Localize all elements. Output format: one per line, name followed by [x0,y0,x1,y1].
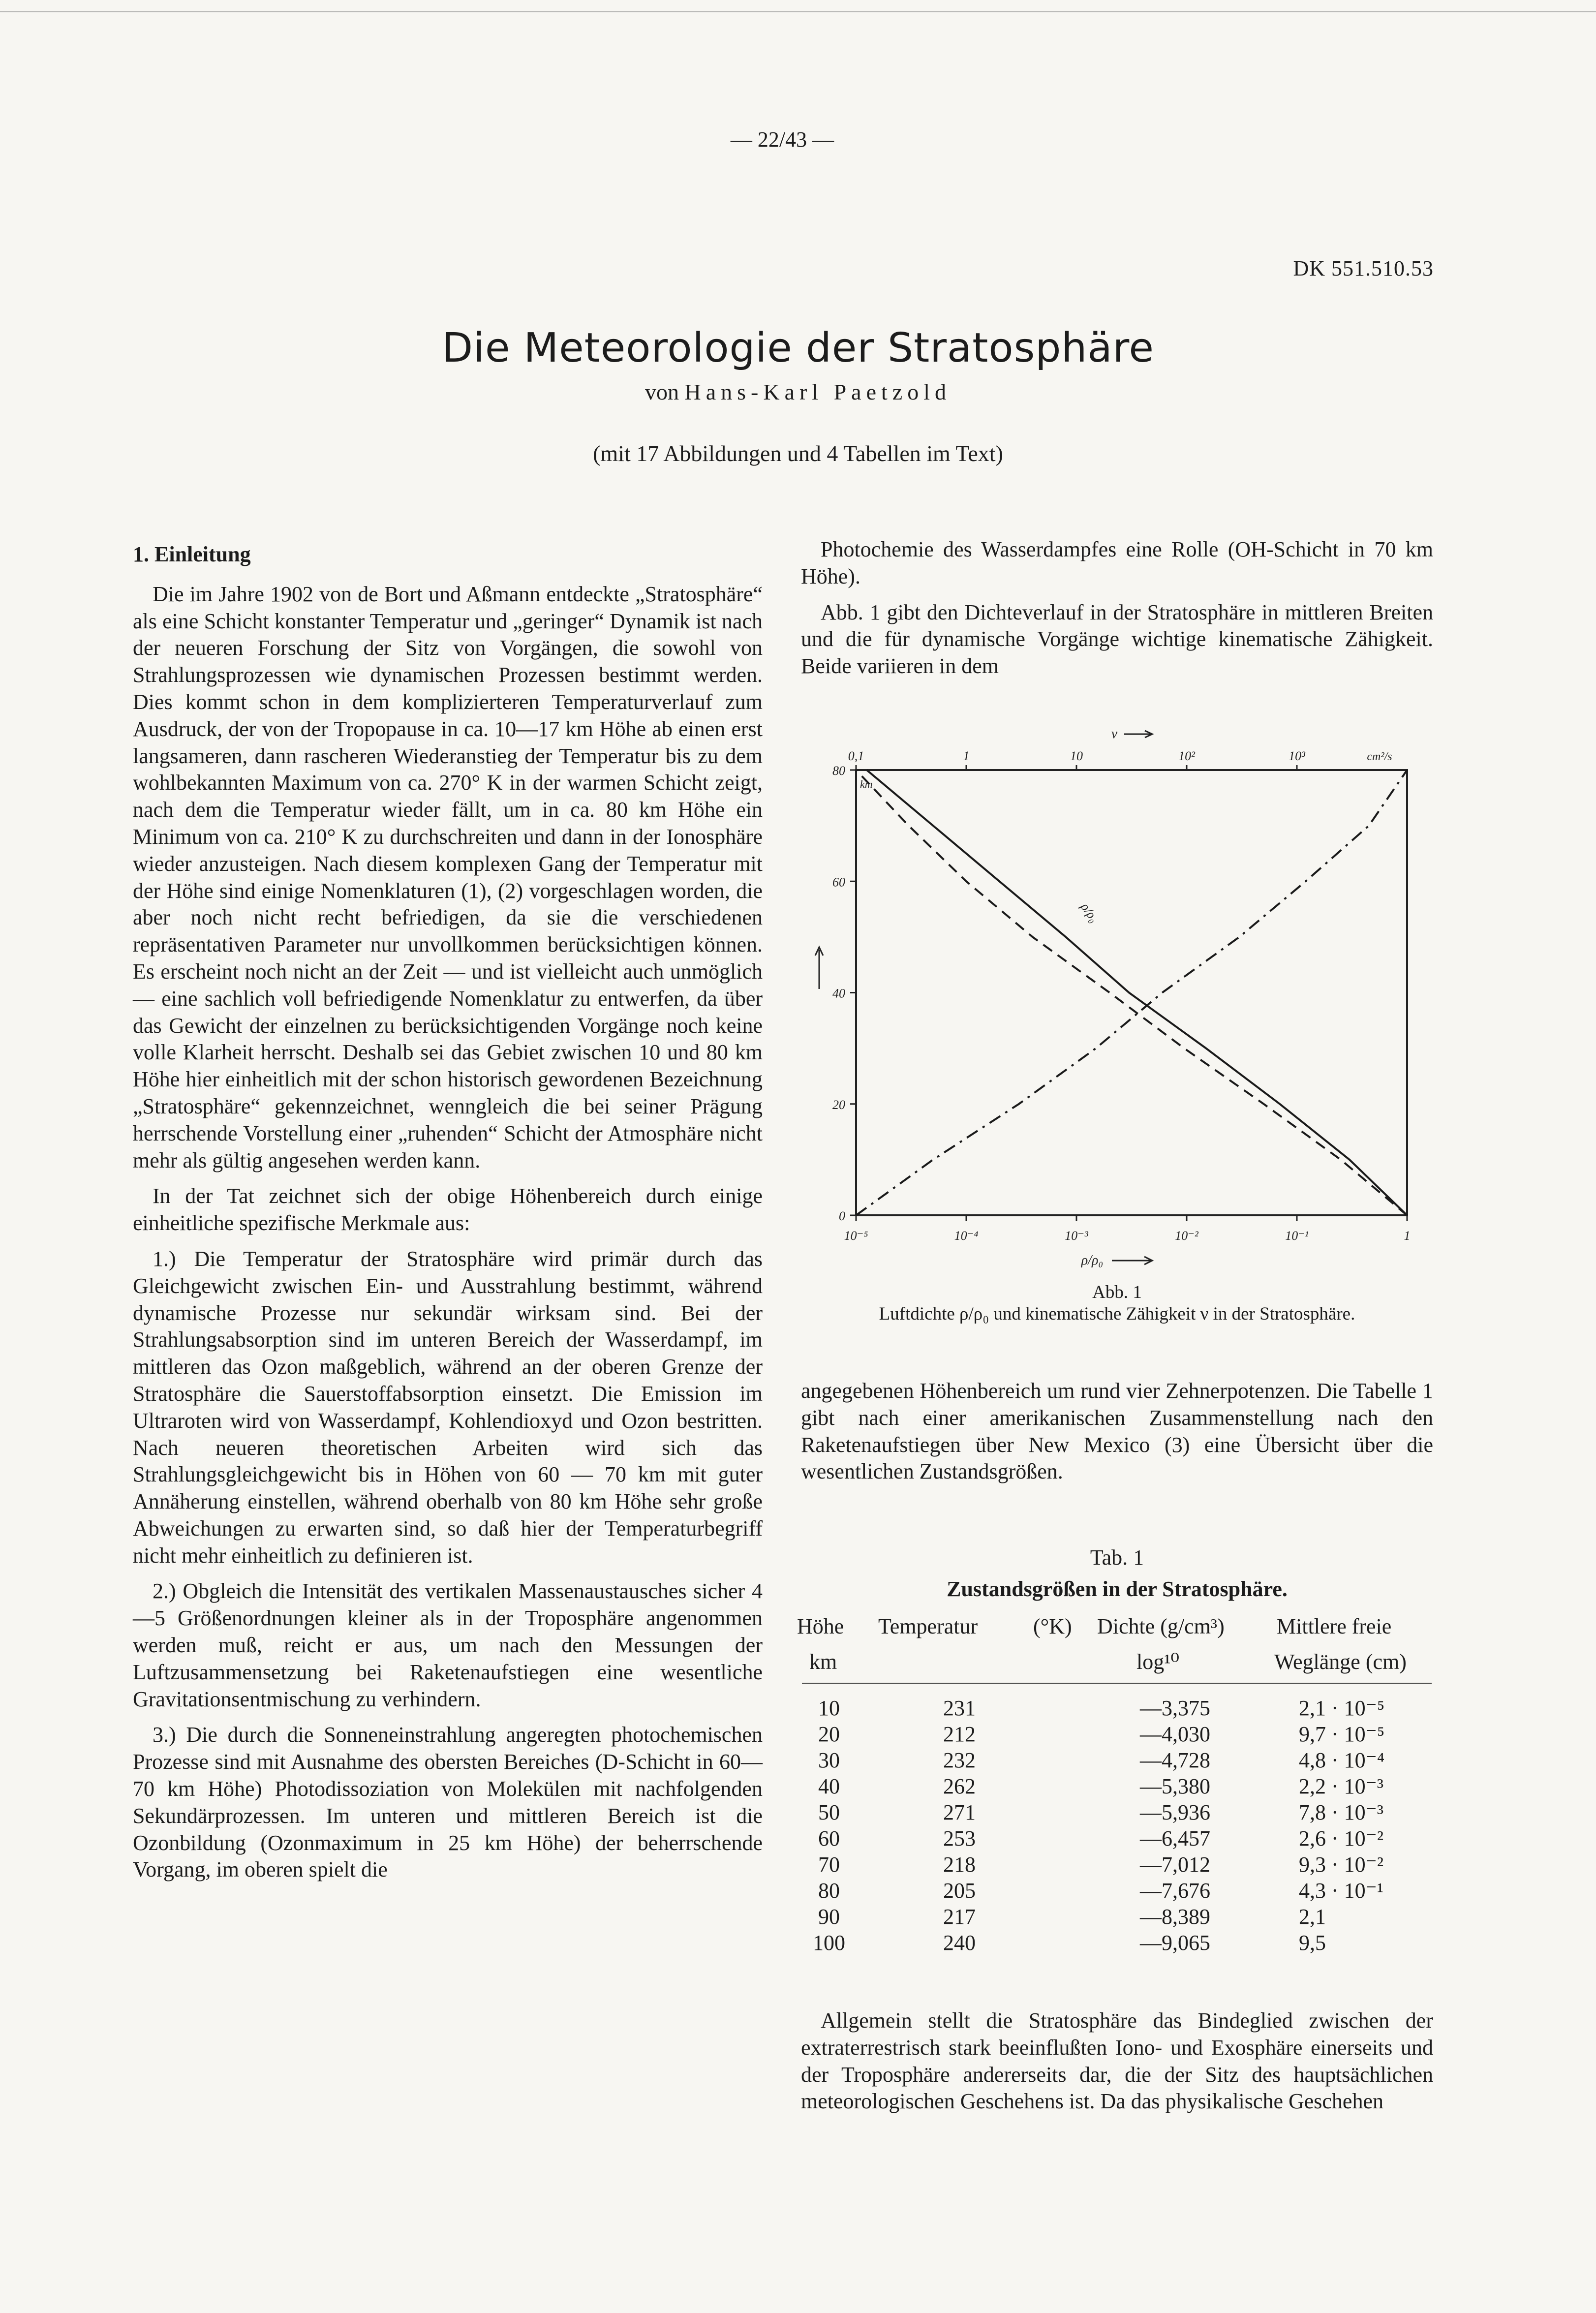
section-heading: 1. Einleitung [133,542,251,566]
x-bottom-tick-label: 10⁻⁵ [844,1229,868,1243]
cell-weglaenge: 7,8 · 10⁻³ [1299,1800,1384,1824]
article-title: Die Meteorologie der Stratosphäre [442,324,1154,371]
cell-temperatur: 271 [943,1800,976,1824]
cell-dichte: —5,380 [1140,1774,1210,1798]
paragraph-1: Die im Jahre 1902 von de Bort und Aßmann entdeckte „Stratosphäre“ als eine Schicht konstanter Temperatur und „geringer“ Dynamik ist nach der neueren Forschung der Sitz von Vorgängen, die sowohl von Strahlungsprozessen wie dynamischen Prozessen bestimmt werden. Dies kommt schon in dem komplizierteren Temperaturverlauf zum Ausdruck, der von der Tropopause in ca. 10—17 km Höhe ab einen erst langsameren, dann rascheren Wiederanstieg der Temperatur bis zu dem wohlbekannten Maximum von ca. 270° K in der warmen Schicht zeigt, nach dem die Temperatur wieder fällt, um in ca. 80 km Höhe ein Minimum von ca. 210° K zu durchschreiten und dann in der Ionosphäre wieder anzusteigen. Nach diesem komplexen Gang der Temperatur mit der Höhe sind einige Nomenklaturen (1), (2) vorgeschlagen worden, die aber noch nicht recht befriedigen, da sie die verschiedenen repräsentativen Parameter nur unvollkommen berücksichtigen können. Es erscheint noch nicht an der Zeit — und ist vielleicht auch unmöglich — eine sachlich voll befriedigende Nomenklatur zu entwerfen, da über das Gewicht der einzelnen zu berücksichtigenden Vorgänge noch keine volle Klarheit herrscht. Deshalb sei das Gebiet zwischen 10 und 80 km Höhe hier einheitlich mit der schon historisch gewordenen Bezeichnung „Stratosphäre“ gekennzeichnet, wenngleich die bei seiner Prägung herrschende Vorstellung einer „ruhenden“ Schicht der Atmosphäre nicht mehr als gültig angesehen werden kann. [133,582,763,1172]
x-bottom-tick-label: 10⁻² [1175,1229,1198,1243]
cell-weglaenge: 2,1 · 10⁻⁵ [1299,1696,1385,1720]
cell-weglaenge: 4,3 · 10⁻¹ [1299,1879,1384,1903]
x-top-tick-label: 10 [1070,749,1083,763]
table-row [797,1748,1437,1774]
cell-temperatur: 218 [943,1852,976,1877]
cell-dichte: —4,728 [1140,1748,1210,1772]
table-row [797,1722,1437,1748]
cell-weglaenge: 2,6 · 10⁻² [1299,1826,1384,1850]
y-unit-label: km [860,778,873,790]
cell-hoehe: 100 [813,1931,845,1955]
cell-hoehe: 40 [818,1774,840,1798]
series-line-dashed [856,770,1407,1215]
paragraph-item-1: 1.) Die Temperatur der Stratosphäre wird primär durch das Gleichgewicht zwischen Ein- und Ausstrahlung bestimmt, während dynamische Prozesse nur sekundär wirksam sind. Bei der Strahlungsabsorption sind im unteren Bereich der Wasserdampf, im mittleren das Ozon maßgeblich, während an der oberen Grenze der Stratosphäre die Sauerstoffabsorption einsetzt. Die Emission im Ultraroten wird von Wasserdampf, Kohlendioxyd und Ozon bestritten. Nach neueren theoretischen Arbeiten wird sich das Strahlungsgleichgewicht bis in Höhen von 60 — 70 km mit guter Annäherung einstellen, während oberhalb von 80 km Höhe sehr große Abweichungen zu erwarten sind, so daß hier der Temperaturbegriff nicht mehr einheitlich zu definieren ist. [133,1246,763,1568]
right-column-top [801,536,1433,689]
table-row [797,1930,1437,1956]
cell-weglaenge: 9,3 · 10⁻² [1299,1852,1384,1877]
cell-temperatur: 262 [943,1774,976,1798]
table-row [797,1774,1437,1800]
x-top-axis-label: ν [1111,726,1118,741]
cell-hoehe: 80 [818,1879,840,1903]
x-bottom-tick-label: 1 [1404,1229,1411,1243]
x-top-unit: cm²/s [1367,750,1392,763]
series-label-rho: ρ/ρ₀ [1078,900,1102,925]
x-top-tick-label: 0,1 [848,749,864,763]
cell-temperatur: 231 [943,1696,976,1720]
cell-dichte: —9,065 [1140,1931,1210,1955]
right-column-mid [801,1378,1433,1494]
cell-hoehe: 60 [818,1826,840,1850]
paragraph-2: In der Tat zeichnet sich der obige Höhenbereich durch einige einheitliche spezifische Merkmale aus: [133,1184,763,1235]
cell-dichte: —5,936 [1140,1800,1210,1824]
cell-dichte: —7,012 [1140,1852,1210,1877]
cell-hoehe: 50 [818,1800,840,1824]
subheader-weglaenge: Weglänge (cm) [1274,1650,1407,1674]
header-dichte: Dichte (g/cm³) [1097,1614,1225,1638]
cell-hoehe: 30 [818,1748,840,1772]
table-label: Tab. 1 [1090,1545,1144,1570]
table-row [797,1826,1437,1852]
table-row [797,1696,1437,1722]
cell-dichte: —4,030 [1140,1722,1210,1746]
cell-dichte: —7,676 [1140,1879,1210,1903]
paragraph-r3: angegebenen Höhenbereich um rund vier Zehnerpotenzen. Die Tabelle 1 gibt nach einer amerikanischen Zusammenstellung nach den Raketenaufstiegen über New Mexico (3) eine Übersicht über die wesentlichen Zustandsgrößen. [801,1379,1433,1484]
cell-weglaenge: 4,8 · 10⁻⁴ [1299,1748,1385,1772]
cell-temperatur: 205 [943,1879,976,1903]
y-tick-label: 60 [832,875,845,890]
x-bottom-tick-label: 10⁻³ [1065,1229,1088,1243]
cell-weglaenge: 9,7 · 10⁻⁵ [1299,1722,1385,1746]
cell-weglaenge: 2,2 · 10⁻³ [1299,1774,1384,1798]
table-row [797,1878,1437,1904]
paragraph-item-2: 2.) Obgleich die Intensität des vertikalen Massenaustausches sicher 4—5 Größenordnungen kleiner als in der Troposphäre angenommen werden muß, reicht er aus, um nach den Messungen der Luftzusammensetzung bei Raketenaufstiegen eine wesentliche Gravitationsentmischung zu verhindern. [133,1579,763,1711]
header-temperatur: Temperatur [878,1614,978,1638]
paragraph-r2: Abb. 1 gibt den Dichteverlauf in der Stratosphäre in mittleren Breiten und die für dynamische Vorgänge wichtige kinematische Zähigkeit. Beide variieren in dem [801,600,1433,678]
table-title: Zustandsgrößen in der Stratosphäre. [947,1577,1288,1601]
illustration-note: (mit 17 Abbildungen und 4 Tabellen im Text) [593,441,1003,466]
series-line-solid [867,770,1407,1215]
cell-temperatur: 217 [943,1905,976,1929]
table-header [797,1609,1437,1683]
figure-abb1-chart [797,723,1437,1269]
left-column [133,541,763,1892]
x-top-tick-label: 10³ [1289,749,1305,763]
table-body [797,1696,1437,1956]
author-prefix: von [645,379,679,404]
right-column-bottom [801,2007,1433,2124]
table-rule [802,1683,1432,1686]
paragraph-r1: Photochemie des Wasserdampfes eine Rolle (OH-Schicht in 70 km Höhe). [801,537,1433,588]
cell-temperatur: 212 [943,1722,976,1746]
cell-hoehe: 20 [818,1722,840,1746]
paragraph-r4: Allgemein stellt die Stratosphäre das Bindeglied zwischen der extraterrestrisch stark beeinflußten Iono- und Exosphäre einerseits und der Troposphäre andererseits dar, die der Sitz des hauptsächlichen meteorologischen Geschehens ist. Da das physikalische Geschehen [801,2008,1433,2114]
header-hoehe: Höhe [797,1614,844,1638]
subheader-log: log¹⁰ [1136,1650,1180,1674]
x-bottom-axis-label: ρ/ρ₀ [1081,1253,1104,1268]
y-tick-label: 40 [832,986,845,1001]
paragraph-item-3: 3.) Die durch die Sonneneinstrahlung angeregten photochemischen Prozesse sind mit Ausnahme des obersten Bereiches (D-Schicht in 60—70 km Höhe) Photodissoziation von Molekülen mit nachfolgenden Sekundärprozessen. Im unteren und mittleren Bereich ist die Ozonbildung (Ozonmaximum in 25 km Höhe) der beherrschende Vorgang, im oberen spielt die [133,1723,763,1882]
y-tick-label: 20 [832,1097,845,1112]
x-top-tick-label: 10² [1178,749,1195,763]
author-line [0,379,1596,405]
header-weglaenge: Mittlere freie [1277,1614,1392,1638]
data-table [797,1609,1437,1956]
caption-label: Abb. 1 [1092,1282,1142,1302]
x-bottom-tick-label: 10⁻¹ [1285,1229,1309,1243]
subheader-km: km [809,1650,837,1674]
author-name: Hans-Karl Paetzold [684,379,951,404]
cell-weglaenge: 2,1 [1299,1905,1326,1929]
y-tick-label: 0 [839,1209,845,1223]
y-tick-label: 80 [832,764,845,778]
cell-temperatur: 253 [943,1826,976,1850]
cell-dichte: —3,375 [1140,1696,1210,1720]
page-number: — 22/43 — [730,127,834,152]
figure-caption [801,1282,1433,1325]
scan-top-rule [0,11,1596,12]
cell-weglaenge: 9,5 [1299,1931,1326,1955]
table-row [797,1904,1437,1930]
x-top-tick-label: 1 [963,749,970,763]
table-row [797,1852,1437,1878]
cell-hoehe: 70 [818,1852,840,1877]
cell-temperatur: 232 [943,1748,976,1772]
x-bottom-tick-label: 10⁻⁴ [954,1229,979,1243]
cell-dichte: —6,457 [1140,1826,1210,1850]
cell-temperatur: 240 [943,1931,976,1955]
caption-text: Luftdichte ρ/ρ₀ und kinematische Zähigkeit ν in der Stratosphäre. [879,1304,1355,1324]
cell-hoehe: 90 [818,1905,840,1929]
dk-classification: DK 551.510.53 [1293,256,1434,280]
header-kelvin: (°K) [1033,1614,1072,1638]
cell-dichte: —8,389 [1140,1905,1210,1929]
table-row [797,1800,1437,1826]
cell-hoehe: 10 [818,1696,840,1720]
